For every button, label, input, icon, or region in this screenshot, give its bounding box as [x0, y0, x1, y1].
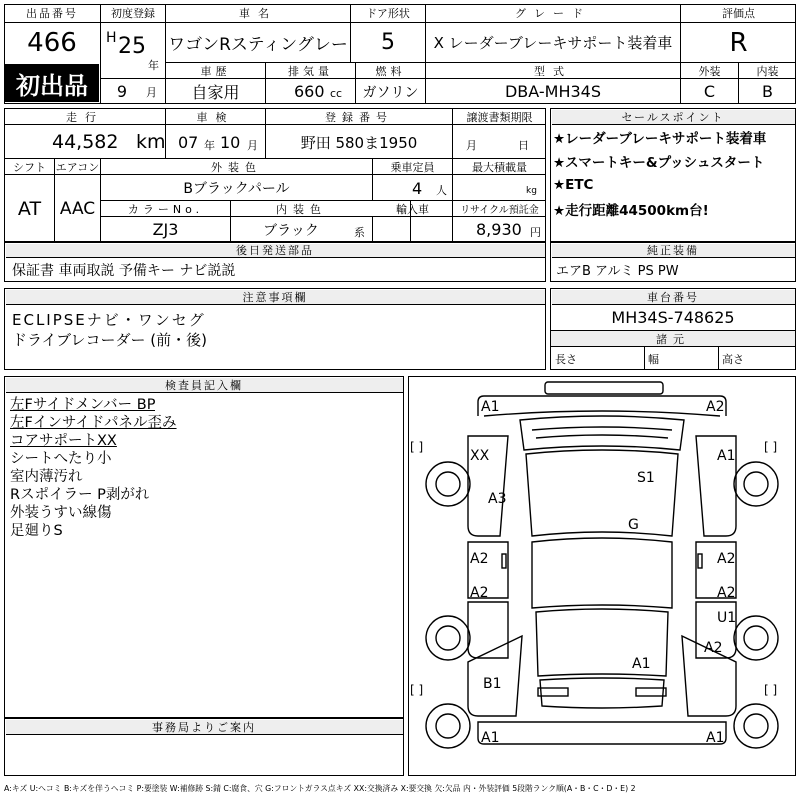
dims-label: 諸元: [551, 331, 795, 346]
displacement-unit: cc: [330, 86, 343, 100]
grade-value: X レーダーブレーキサポート装着車: [433, 34, 673, 52]
capacity-label: 乗車定員: [390, 160, 435, 174]
mark-right-rear-door: A2: [717, 585, 736, 601]
genuine-equipment-label: 純正装備: [552, 244, 795, 258]
mark-rear-hatch: A1: [632, 656, 651, 672]
mark-left-a-pillar: A3: [488, 491, 507, 507]
mark-left-rear-door: A2: [470, 585, 489, 601]
inspector-line-7: 外装うすい線傷: [10, 505, 112, 521]
mark-left-quarter: B1: [483, 676, 502, 692]
mileage-label: 走行: [66, 110, 104, 124]
height-label: 高さ: [722, 353, 744, 366]
color-label: 外装色: [211, 160, 262, 174]
model-label: 型式: [534, 64, 572, 78]
interior-value: B: [762, 82, 773, 101]
history-label: 車歴: [200, 64, 231, 78]
mark-right-front-door: A2: [717, 551, 736, 567]
load-label: 最大積載量: [472, 160, 527, 174]
transfer-label: 譲渡書類期限: [466, 110, 533, 124]
interior-color-label: 内装色: [276, 202, 327, 216]
car-body-diagram: [408, 376, 796, 776]
recycle-value: 8,930: [476, 220, 522, 239]
mark-rear-left: A1: [481, 730, 500, 746]
length-label: 長さ: [555, 353, 577, 366]
shift-value: AT: [17, 198, 42, 220]
recycle-label: リサイクル預託金: [460, 205, 539, 216]
interior-color-unit: 系: [354, 226, 365, 239]
displacement-value: 660: [294, 82, 325, 101]
chassis-number: MH34S-748625: [611, 307, 735, 327]
inspector-line-2: 左Fインサイドパネル歪み: [10, 415, 177, 431]
later-parts-text: 保証書 車両取説 予備キー ナビ説説: [12, 262, 236, 279]
recycle-unit: 円: [530, 226, 541, 239]
capacity-value: 4: [412, 178, 423, 198]
shift-label: シフト: [13, 160, 46, 174]
mark-left-front-fender: XX: [470, 448, 490, 464]
doors-value: 5: [381, 30, 395, 55]
inspection-year-unit: 年: [204, 139, 215, 152]
inspection-year: 07: [178, 132, 199, 152]
bracket-right-bottom: [ ]: [764, 683, 778, 697]
width-label: 幅: [648, 353, 659, 366]
ac-label: エアコン: [55, 160, 100, 174]
notes-line-1: ECLIPSEナビ・ワンセグ: [12, 310, 206, 329]
first-reg-era: H: [106, 30, 117, 46]
exterior-value: C: [703, 82, 716, 101]
inspector-label: 検査員記入欄: [6, 378, 403, 393]
ac-value: AAC: [59, 199, 96, 219]
mileage-unit: km: [136, 131, 166, 153]
first-reg-month: 9: [116, 81, 128, 101]
mark-right-rear-door-dent: U1: [717, 610, 737, 626]
color-no-label: カラーNo.: [127, 202, 204, 216]
mark-front-left: A1: [481, 399, 500, 415]
inspector-line-6: Rスポイラー P剥がれ: [10, 487, 150, 503]
color-value: Bブラックパール: [183, 181, 290, 197]
grade-label: グレード: [515, 7, 591, 20]
legend-text: A:キズ U:ヘコミ B:キズを伴うヘコミ P:要塗装 W:補修跡 S:錆 C:腐食、穴 G:フロントガラス点キズ XX:交換済み X:要交換 欠:欠品 内・外装評価 5段階ランク順(A・B・C・D・E) 2: [4, 783, 636, 793]
import-label: 輸入車: [396, 202, 429, 216]
model-value: DBA-MH34S: [504, 82, 601, 101]
fuel-label: 燃料: [375, 64, 406, 78]
bracket-left-top: [ ]: [410, 440, 424, 454]
notes-label: 注意事項欄: [6, 290, 545, 305]
lot-label: 出品番号: [26, 7, 78, 20]
notes-line-2: ドライブレコーダー (前・後): [12, 330, 207, 349]
plate-value: 野田 580ま1950: [300, 133, 418, 152]
mark-right-quarter: A2: [704, 640, 723, 656]
inspection-month-unit: 月: [247, 139, 258, 152]
mark-rear-right: A1: [706, 730, 725, 746]
office-label: 事務局よりご案内: [6, 720, 403, 735]
transfer-month-unit: 月: [466, 139, 477, 152]
lot-number: 466: [27, 28, 77, 58]
first-reg-month-unit: 月: [146, 86, 157, 99]
doors-label: ドア形状: [366, 7, 410, 20]
bracket-left-bottom: [ ]: [410, 683, 424, 697]
load-unit: kg: [526, 186, 537, 196]
plate-label: 登録番号: [325, 110, 393, 124]
capacity-unit: 人: [436, 184, 447, 197]
mark-right-front-fender: A1: [717, 448, 736, 464]
car-name: ワゴンRスティングレー: [168, 35, 348, 55]
mark-front-right: A2: [706, 399, 725, 415]
sales-point-1: ★レーダーブレーキサポート装着車: [553, 131, 767, 147]
interior-color-value: ブラック: [263, 222, 319, 239]
score-value: R: [729, 28, 748, 58]
car-name-label: 車名: [239, 7, 277, 20]
displacement-label: 排気量: [288, 64, 333, 78]
exterior-label: 外装: [698, 64, 721, 78]
sales-point-4: ★走行距離44500km台!: [553, 203, 709, 219]
inspector-line-8: 足廻りS: [10, 523, 63, 539]
fuel-value: ガソリン: [362, 84, 419, 101]
genuine-equipment-text: エアB アルミ PS PW: [556, 264, 679, 279]
sales-point-2: ★スマートキー&プッシュスタート: [553, 155, 765, 171]
later-parts-label: 後日発送部品: [6, 244, 545, 258]
first-reg-year: 25: [118, 33, 146, 59]
first-reg-label: 初度登録: [111, 7, 155, 20]
sales-point-3: ★ETC: [553, 177, 594, 193]
first-reg-year-unit: 年: [148, 59, 159, 72]
bracket-right-top: [ ]: [764, 440, 778, 454]
inspector-line-4: シートへたり小: [10, 451, 112, 467]
chassis-label: 車台番号: [552, 290, 795, 305]
inspection-label: 車検: [196, 110, 235, 124]
transfer-day-unit: 日: [518, 139, 529, 152]
sales-points-label: セールスポイント: [552, 110, 795, 125]
color-no-value: ZJ3: [152, 220, 179, 239]
mileage-value: 44,582: [52, 131, 119, 153]
mark-glass: G: [628, 517, 639, 533]
interior-label: 内装: [756, 64, 779, 78]
history-value: 自家用: [191, 83, 240, 102]
mark-windshield: S1: [637, 470, 655, 486]
score-label: 評価点: [722, 7, 755, 20]
inspector-line-3: コアサポートXX: [10, 433, 117, 449]
inspector-line-5: 室内薄汚れ: [10, 469, 83, 485]
inspector-line-1: 左Fサイドメンバー BP: [10, 397, 156, 413]
inspection-month: 10: [220, 132, 241, 152]
first-listing-badge: 初出品: [5, 64, 99, 102]
mark-left-front-door: A2: [470, 551, 489, 567]
